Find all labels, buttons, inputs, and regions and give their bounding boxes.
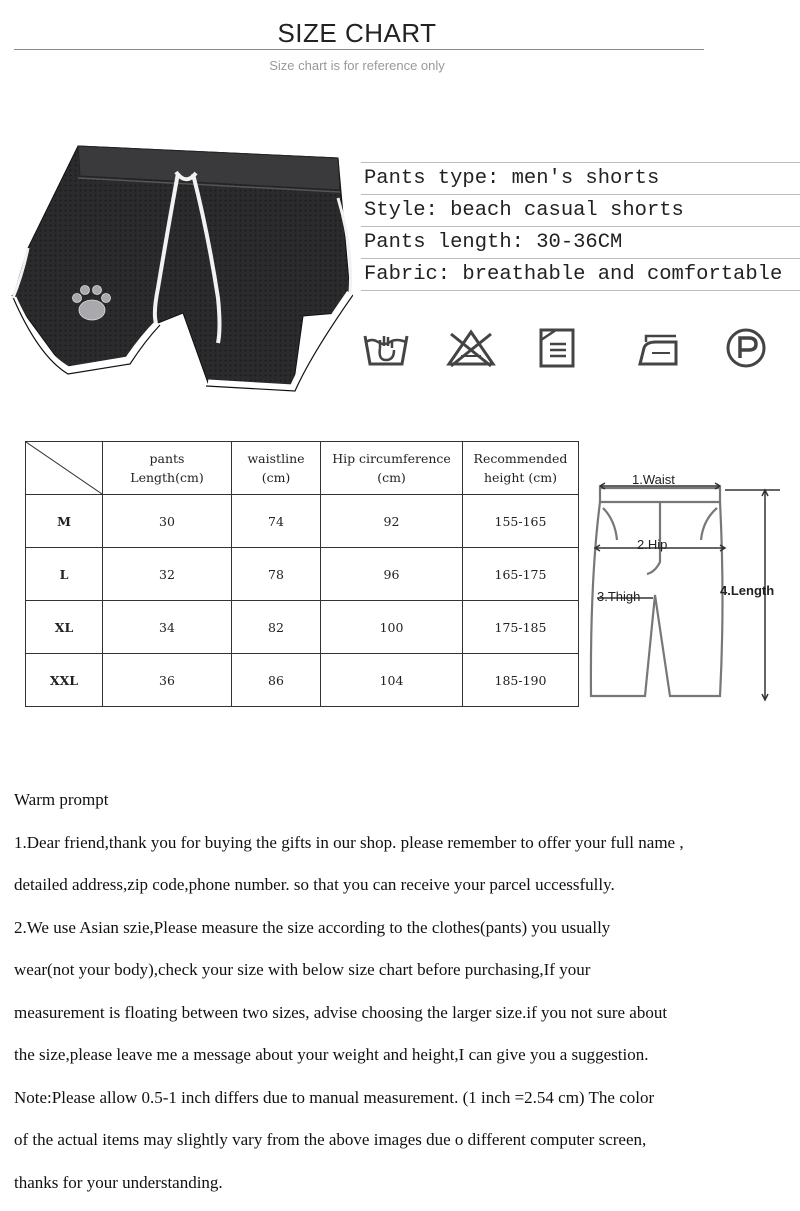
size-table-header [26, 442, 579, 495]
iron-icon [632, 326, 682, 370]
size-chart-title: SIZE CHART [0, 18, 714, 49]
title-divider [14, 49, 704, 50]
waist-cell: 82 [232, 601, 321, 654]
shorts-product-image [8, 138, 353, 393]
height-cell: 175-185 [463, 601, 579, 654]
hand-wash-icon [362, 326, 410, 370]
table-row [26, 495, 579, 548]
header-waistline: waistline (cm) [232, 442, 321, 495]
notes-line: the size,please leave me a message about your weight and height,I can give you a suggestion. [14, 1041, 794, 1084]
header-hip: Hip circumference (cm) [321, 442, 463, 495]
table-row [26, 654, 579, 707]
waist-cell: 74 [232, 495, 321, 548]
size-table [25, 441, 579, 707]
header-length: pants Length(cm) [103, 442, 232, 495]
notes-line: 2.We use Asian szie,Please measure the size according to the clothes(pants) you usually [14, 914, 794, 957]
hip-cell: 96 [321, 548, 463, 601]
diagram-hip-label: 2.Hip [637, 537, 667, 552]
size-cell: XXL [26, 654, 103, 707]
height-cell: 155-165 [463, 495, 579, 548]
table-row [26, 601, 579, 654]
height-cell: 165-175 [463, 548, 579, 601]
waist-cell: 78 [232, 548, 321, 601]
hip-cell: 104 [321, 654, 463, 707]
length-cell: 34 [103, 601, 232, 654]
size-cell: M [26, 495, 103, 548]
notes-line: detailed address,zip code,phone number. so that you can receive your parcel uccessfully. [14, 871, 794, 914]
warm-prompt-notes [14, 786, 794, 1211]
do-not-bleach-icon [445, 326, 497, 370]
length-cell: 36 [103, 654, 232, 707]
notes-line: 1.Dear friend,thank you for buying the gifts in our shop. please remember to offer your full name , [14, 829, 794, 872]
hip-cell: 100 [321, 601, 463, 654]
product-spec-list [361, 162, 800, 291]
notes-line: wear(not your body),check your size with below size chart before purchasing,If your [14, 956, 794, 999]
diagram-length-label: 4.Length [720, 583, 774, 598]
notes-line: measurement is floating between two sizes, advise choosing the larger size.if you not sure about [14, 999, 794, 1042]
length-cell: 30 [103, 495, 232, 548]
hip-cell: 92 [321, 495, 463, 548]
table-row [26, 548, 579, 601]
spec-style: Style: beach casual shorts [361, 195, 800, 226]
notes-heading: Warm prompt [14, 786, 794, 829]
header-height: Recommended height (cm) [463, 442, 579, 495]
professional-clean-icon [724, 326, 768, 370]
size-chart-subtitle: Size chart is for reference only [0, 58, 714, 73]
length-cell: 32 [103, 548, 232, 601]
size-cell: XL [26, 601, 103, 654]
notes-line: of the actual items may slightly vary from the above images due o different computer screen, [14, 1126, 794, 1169]
notes-line: thanks for your understanding. [14, 1169, 794, 1211]
measurement-diagram [585, 460, 800, 715]
waist-cell: 86 [232, 654, 321, 707]
dry-flat-icon [536, 326, 580, 370]
spec-pants-type: Pants type: men's shorts [361, 163, 800, 194]
height-cell: 185-190 [463, 654, 579, 707]
spec-fabric: Fabric: breathable and comfortable [361, 259, 800, 290]
diagram-waist-label: 1.Waist [632, 472, 675, 487]
spec-pants-length: Pants length: 30-36CM [361, 227, 800, 258]
notes-line: Note:Please allow 0.5-1 inch differs due to manual measurement. (1 inch =2.54 cm) The color [14, 1084, 794, 1127]
corner-cell [26, 442, 103, 495]
size-cell: L [26, 548, 103, 601]
diagram-thigh-label: 3.Thigh [597, 589, 640, 604]
